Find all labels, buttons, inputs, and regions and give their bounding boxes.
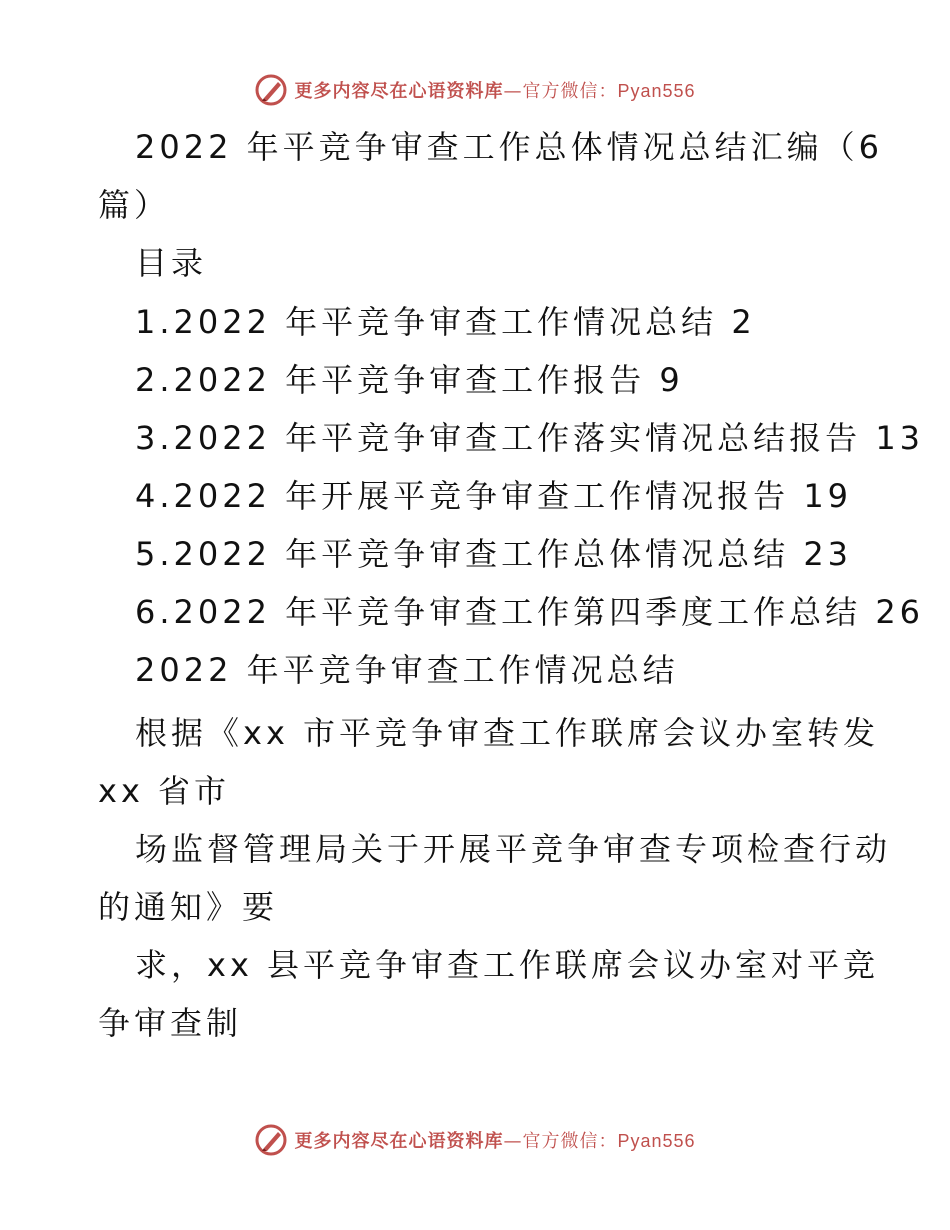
- watermark-label: 官方微信：: [522, 1131, 618, 1152]
- watermark-text: [294, 77, 695, 103]
- watermark-footer: [0, 1120, 950, 1160]
- watermark-id: Pyan556: [617, 1131, 696, 1151]
- body-line-1: 根据《xx 市平竞争审查工作联席会议办室转发: [135, 714, 880, 752]
- watermark-text: [294, 1127, 695, 1153]
- watermark-main: 更多内容尽在心语资料库: [294, 81, 504, 102]
- body-line-5: 求，xx 县平竞争审查工作联席会议办室对平竞: [135, 946, 880, 984]
- watermark-header: [0, 70, 950, 110]
- body-line-2: xx 省市: [98, 772, 231, 810]
- toc-item-6[interactable]: 6.2022 年平竞争审查工作第四季度工作总结 26: [135, 593, 925, 631]
- toc-item-4[interactable]: 4.2022 年开展平竞争审查工作情况报告 19: [135, 477, 853, 515]
- watermark-sep: —: [503, 1131, 523, 1152]
- watermark-id: Pyan556: [617, 81, 696, 101]
- body-line-6: 争审查制: [98, 1004, 243, 1042]
- toc-item-1[interactable]: 1.2022 年平竞争审查工作情况总结 2: [135, 303, 756, 341]
- section-heading: 2022 年平竞争审查工作情况总结: [135, 651, 679, 689]
- watermark-label: 官方微信：: [522, 81, 618, 102]
- watermark-sep: —: [503, 81, 523, 102]
- document-title-line1: 2022 年平竞争审查工作总体情况总结汇编（6: [135, 128, 883, 166]
- document-title-line2: 篇）: [98, 186, 171, 224]
- body-line-4: 的通知》要: [98, 888, 279, 926]
- toc-item-5[interactable]: 5.2022 年平竞争审查工作总体情况总结 23: [135, 535, 853, 573]
- pen-logo-icon: [254, 73, 288, 107]
- body-line-3: 场监督管理局关于开展平竞争审查专项检查行动: [135, 830, 892, 868]
- toc-item-2[interactable]: 2.2022 年平竞争审查工作报告 9: [135, 361, 684, 399]
- watermark-main: 更多内容尽在心语资料库: [294, 1131, 504, 1152]
- pen-logo-icon: [254, 1123, 288, 1157]
- toc-item-3[interactable]: 3.2022 年平竞争审查工作落实情况总结报告 13: [135, 419, 925, 457]
- toc-heading: 目录: [135, 244, 208, 282]
